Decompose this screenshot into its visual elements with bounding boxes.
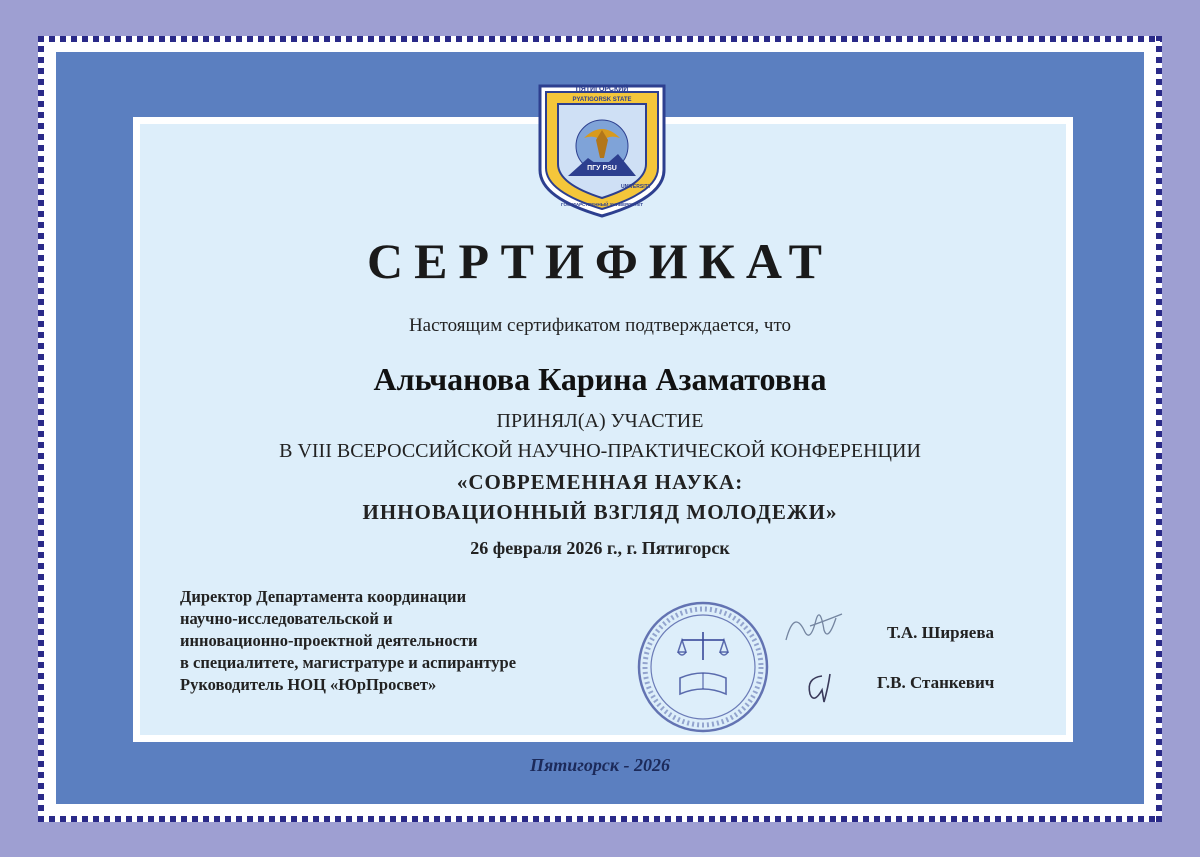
signer-name-1: Т.А. Ширяева: [887, 623, 995, 642]
recipient-name: Альчанова Карина Азаматовна: [373, 361, 827, 397]
footer-place-year: Пятигорск - 2026: [529, 755, 671, 775]
director-title-block: [180, 586, 516, 696]
emblem-badge-text: ПГУ PSU: [587, 165, 617, 172]
emblem-bottom-text: ГОСУДАРСТВЕННЫЙ УНИВЕРСИТЕТ: [560, 202, 644, 207]
university-emblem: [532, 80, 672, 220]
director-line: научно-исследовательской и: [180, 609, 393, 628]
official-stamp: [634, 598, 772, 736]
emblem-top-text: ПЯТИГОРСКИЙ: [575, 86, 629, 93]
date-place: 26 февраля 2026 г., г. Пятигорск: [470, 538, 730, 558]
signature-stankevich: [800, 668, 845, 708]
director-line: Директор Департамента координации: [180, 587, 467, 606]
participation-text: ПРИНЯЛ(А) УЧАСТИЕ: [496, 410, 704, 432]
signature-shiryaeva: [780, 600, 850, 650]
emblem-university-text: UNIVERSITY: [620, 184, 652, 190]
certificate-title: СЕРТИФИКАТ: [366, 233, 833, 289]
director-line: в специалитете, магистратуре и аспирантуре: [180, 653, 517, 672]
director-line: инновационно-проектной деятельности: [180, 631, 478, 650]
conference-title-line-2: ИННОВАЦИОННЫЙ ВЗГЛЯД МОЛОДЕЖИ»: [362, 500, 838, 524]
signer-name-2: Г.В. Станкевич: [877, 673, 995, 692]
conference-title-line-1: «СОВРЕМЕННАЯ НАУКА:: [456, 470, 744, 494]
intro-text: Настоящим сертификатом подтверждается, что: [408, 315, 792, 336]
emblem-latin-text: PYATIGORSK STATE: [572, 97, 632, 103]
conference-line: В VIII ВСЕРОССИЙСКОЙ НАУЧНО-ПРАКТИЧЕСКОЙ КОНФЕРЕНЦИИ: [279, 440, 921, 462]
director-line: Руководитель НОЦ «ЮрПросвет»: [180, 675, 437, 694]
